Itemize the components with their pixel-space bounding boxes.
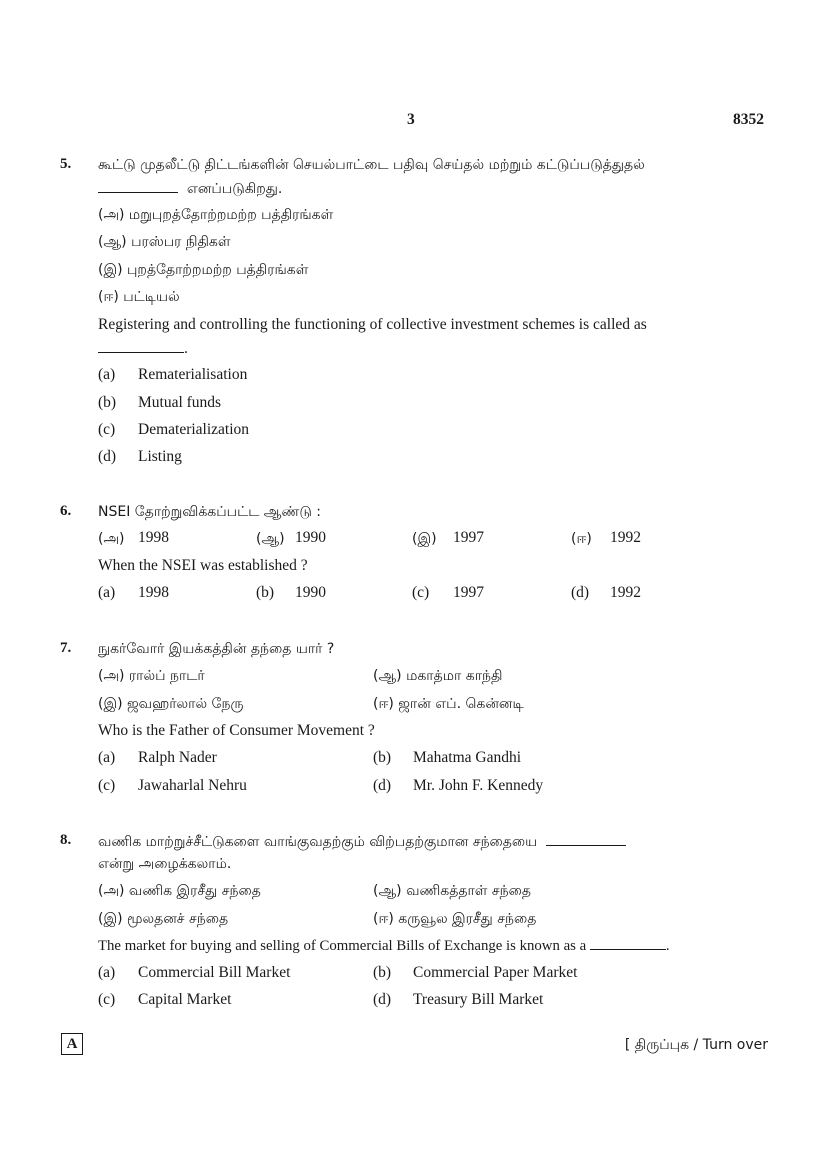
q5-option-c-label: (c) [98,421,116,438]
q6-tamil-option-b: 1990 [295,529,326,546]
q6-option-c: 1997 [453,584,484,601]
q8-tamil-option-d: (ஈ) கருவூல இரசீது சந்தை [373,911,537,927]
q6-english-question: When the NSEI was established ? [98,557,308,574]
q6-tamil-question: NSEI தோற்றுவிக்கப்பட்ட ஆண்டு : [98,504,321,520]
q6-option-b-label: (b) [256,584,275,601]
page-number: 3 [407,111,415,128]
q5-option-b: Mutual funds [138,394,222,411]
question-number-5: 5. [60,156,72,172]
question-number-8: 8. [60,832,72,848]
q6-tamil-option-c-label: (இ) [412,531,437,547]
q7-option-c: Jawaharlal Nehru [138,777,247,794]
q5-option-c: Dematerialization [138,421,250,438]
q6-tamil-option-d-label: (ஈ) [571,531,592,547]
q5-tamil-option-c: (இ) புறத்தோற்றமற்ற பத்திரங்கள் [98,262,309,278]
q8-tamil-option-b: (ஆ) வணிகத்தாள் சந்தை [373,883,531,899]
q8-option-b: Commercial Paper Market [413,964,578,981]
q5-tamil-question: கூட்டு முதலீட்டு திட்டங்களின் செயல்பாட்டை பதிவு செய்தல் மற்றும் கட்டுப்படுத்துதல் [98,157,645,173]
q8-option-a-label: (a) [98,964,116,981]
q7-tamil-question: நுகர்வோர் இயக்கத்தின் தந்தை யார் ? [98,641,335,657]
answer-blank [98,180,178,193]
q6-option-a: 1998 [138,584,169,601]
q7-english-question: Who is the Father of Consumer Movement ? [98,722,375,739]
q7-tamil-option-c: (இ) ஜவஹர்லால் நேரு [98,696,244,712]
q8-english-question: The market for buying and selling of Commercial Bills of Exchange is known as a . [98,938,670,954]
question-number-6: 6. [60,503,72,519]
q8-option-d: Treasury Bill Market [413,991,544,1008]
q6-tamil-option-a-label: (அ) [98,531,125,547]
q6-tamil-option-b-label: (ஆ) [256,531,285,547]
answer-blank [98,340,184,353]
q7-tamil-option-b: (ஆ) மகாத்மா காந்தி [373,668,503,684]
q8-option-d-label: (d) [373,991,392,1008]
q8-tamil-question-line2: என்று அழைக்கலாம். [98,856,232,872]
q5-option-b-label: (b) [98,394,117,411]
q7-tamil-option-d: (ஈ) ஜான் எப். கென்னடி [373,696,524,712]
q8-tamil-option-a: (அ) வணிக இரசீது சந்தை [98,883,261,899]
q6-tamil-option-d: 1992 [610,529,641,546]
answer-blank [546,833,626,846]
q8-option-b-label: (b) [373,964,392,981]
q7-option-d-label: (d) [373,777,392,794]
q6-option-b: 1990 [295,584,326,601]
q5-tamil-option-a: (அ) மறுபுறத்தோற்றமற்ற பத்திரங்கள் [98,207,334,223]
paper-code: 8352 [733,111,764,128]
booklet-series-box: A [61,1033,83,1055]
q5-english-question: Registering and controlling the functioning of collective investment schemes is called as [98,316,647,333]
q5-english-question-line2: . [98,340,188,358]
q6-tamil-option-c: 1997 [453,529,484,546]
q7-option-a-label: (a) [98,749,116,766]
answer-blank [590,937,666,950]
q5-tamil-question-line2: எனப்படுகிறது. [98,180,282,199]
q7-option-d: Mr. John F. Kennedy [413,777,544,794]
q8-tamil-question: வணிக மாற்றுச்சீட்டுகளை வாங்குவதற்கும் விற்பதற்குமான சந்தையை [98,833,626,852]
q5-tamil-option-d: (ஈ) பட்டியல் [98,289,180,305]
q5-option-d-label: (d) [98,448,117,465]
q7-option-b-label: (b) [373,749,392,766]
q8-option-a: Commercial Bill Market [138,964,291,981]
q5-option-a-label: (a) [98,366,116,383]
q6-tamil-option-a: 1998 [138,529,169,546]
q6-option-d: 1992 [610,584,641,601]
q7-option-a: Ralph Nader [138,749,217,766]
q6-option-d-label: (d) [571,584,590,601]
turn-over-note [625,1036,768,1055]
q8-option-c-label: (c) [98,991,116,1008]
q8-tamil-option-c: (இ) மூலதனச் சந்தை [98,911,229,927]
q7-option-c-label: (c) [98,777,116,794]
turn-over-text: [ திருப்புக / Turn over [624,1037,768,1053]
q5-option-a: Rematerialisation [138,366,248,383]
question-number-7: 7. [60,640,72,656]
q5-option-d: Listing [138,448,182,465]
q7-option-b: Mahatma Gandhi [413,749,522,766]
q8-option-c: Capital Market [138,991,232,1008]
q6-option-c-label: (c) [412,584,430,601]
q6-option-a-label: (a) [98,584,116,601]
q7-tamil-option-a: (அ) ரால்ப் நாடர் [98,668,205,684]
q5-tamil-option-b: (ஆ) பரஸ்பர நிதிகள் [98,234,231,250]
